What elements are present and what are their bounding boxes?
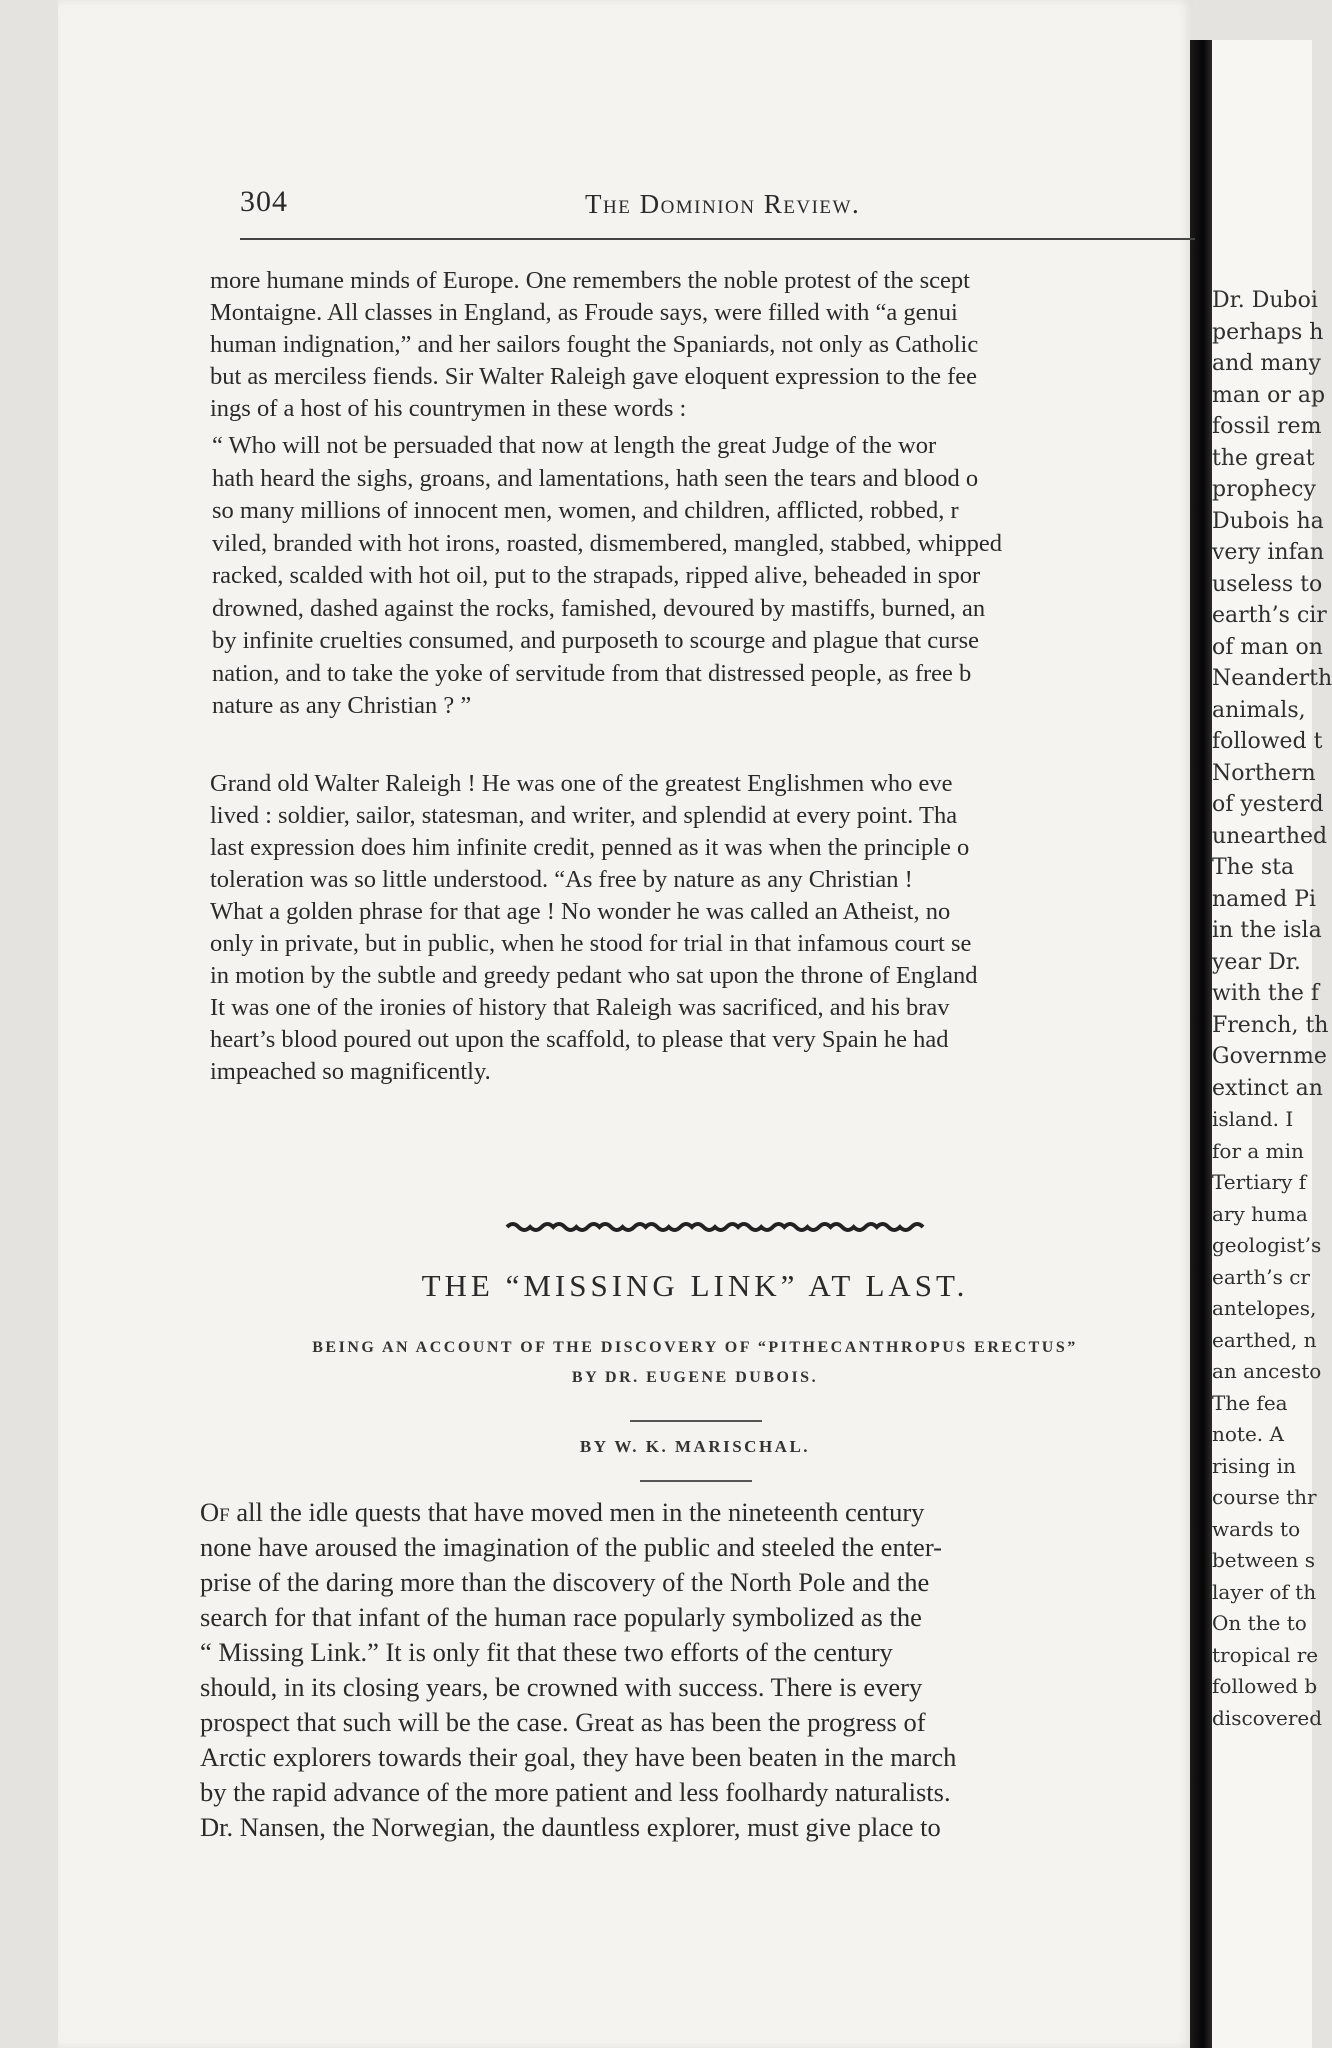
initial-word: Of <box>200 1497 230 1527</box>
quote-line: drowned, dashed against the rocks, famished, devoured by mastiffs, burned, an <box>212 594 986 622</box>
facing-line: Neanderth <box>1212 666 1332 691</box>
facing-line: followed t <box>1212 729 1323 754</box>
text-line: lived : soldier, sailor, statesman, and writer, and splendid at every point. Tha <box>210 802 958 829</box>
facing-line: Governme <box>1212 1044 1327 1069</box>
quote-line: “ Who will not be persuaded that now at length the great Judge of the wor <box>212 432 937 459</box>
wavy-divider <box>505 1215 925 1239</box>
text-line: more humane minds of Europe. One remembers the noble protest of the scept <box>210 267 970 294</box>
header-rule <box>240 238 1195 240</box>
facing-line: perhaps h <box>1212 319 1324 345</box>
facing-line: unearthed <box>1212 823 1328 849</box>
text-line: in motion by the subtle and greedy pedant who sat upon the throne of England <box>210 962 978 989</box>
article-line: search for that infant of the human race popularly symbolized as the <box>200 1602 922 1632</box>
article-line: prise of the daring more than the discovery of the North Pole and the <box>200 1567 930 1597</box>
text-line: It was one of the ironies of history that Raleigh was sacrificed, and his brav <box>210 994 950 1021</box>
prior-article-intro <box>210 265 1195 425</box>
facing-line: French, th <box>1212 1012 1329 1038</box>
article-line: by the rapid advance of the more patient and less foolhardy naturalists. <box>200 1777 951 1807</box>
article-line-text: all the idle quests that have moved men in the nineteenth century <box>229 1497 925 1527</box>
text-line: What a golden phrase for that age ! No wonder he was called an Atheist, no <box>210 898 951 925</box>
facing-line: fossil rem <box>1212 414 1322 439</box>
facing-line: The sta <box>1212 855 1295 880</box>
facing-line: rising in <box>1212 1453 1296 1478</box>
quote-line: by infinite cruelties consumed, and purposeth to scourge and plague that curse <box>212 627 980 654</box>
text-line: human indignation,” and her sailors fought the Spaniards, not only as Catholic <box>210 331 979 358</box>
facing-line: of yesterd <box>1212 792 1324 817</box>
quote-line: viled, branded with hot irons, roasted, dismembered, mangled, stabbed, whipped <box>212 529 1002 557</box>
text-line: Montaigne. All classes in England, as Froude says, were filled with “a genui <box>210 299 958 326</box>
article-line: should, in its closing years, be crowned with success. There is every <box>200 1672 923 1702</box>
facing-line: an ancesto <box>1212 1359 1322 1383</box>
page-number: 304 <box>240 185 288 218</box>
text-line: only in private, but in public, when he stood for trial in that infamous court se <box>210 930 972 957</box>
facing-line: Dr. Duboi <box>1212 288 1318 313</box>
facing-line: wards to <box>1212 1516 1301 1541</box>
short-rule-bottom <box>640 1480 752 1482</box>
facing-line: animals, <box>1212 697 1306 723</box>
facing-line: named Pi <box>1212 886 1317 912</box>
facing-line: and many <box>1212 351 1321 376</box>
facing-line: The fea <box>1212 1390 1288 1415</box>
text-line: impeached so magnificently. <box>210 1058 491 1085</box>
facing-line: man or ap <box>1212 382 1326 408</box>
text-line: Grand old Walter Raleigh ! He was one of the greatest Englishmen who eve <box>210 770 953 797</box>
facing-line: geologist’s <box>1212 1233 1322 1257</box>
facing-line: the great <box>1212 445 1315 471</box>
facing-line: between s <box>1212 1548 1315 1572</box>
raleigh-quote <box>212 430 1197 723</box>
facing-line: in the isla <box>1212 918 1322 943</box>
text-line: toleration was so little understood. “As free by nature as any Christian ! <box>210 866 913 893</box>
article-line: none have aroused the imagination of the public and steeled the enter- <box>200 1532 942 1562</box>
text-line: heart’s blood poured out upon the scaffold, to please that very Spain he had <box>210 1026 949 1053</box>
facing-line: earth’s cir <box>1212 603 1327 628</box>
subtitle-line-1: BEING AN ACCOUNT OF THE DISCOVERY OF “PITHECANTHROPUS ERECTUS” <box>312 1339 1078 1356</box>
facing-line: extinct an <box>1212 1075 1323 1101</box>
subtitle-line-2: BY DR. EUGENE DUBOIS. <box>571 1369 819 1386</box>
text-line: ings of a host of his countrymen in these words : <box>210 395 687 422</box>
article-line: Arctic explorers towards their goal, they have been beaten in the march <box>200 1742 957 1772</box>
facing-line: for a min <box>1212 1138 1304 1163</box>
prior-article-commentary <box>210 768 1195 1088</box>
facing-line: On the to <box>1212 1611 1307 1635</box>
facing-page-text <box>1212 285 1332 1734</box>
article-body <box>200 1495 1195 1845</box>
facing-line: Tertiary f <box>1212 1170 1307 1194</box>
article-title: THE “MISSING LINK” AT LAST. <box>421 1268 969 1303</box>
facing-line: tropical re <box>1212 1642 1319 1667</box>
facing-line: useless to <box>1212 571 1323 597</box>
quote-line: nation, and to take the yoke of servitude from that distressed people, as free b <box>212 659 972 687</box>
journal-title: The Dominion Review. <box>585 189 861 219</box>
facing-line: year Dr. <box>1212 949 1301 975</box>
byline: BY W. K. MARISCHAL. <box>579 1437 811 1456</box>
facing-line: course thr <box>1212 1485 1317 1509</box>
facing-line: earth’s cr <box>1212 1264 1310 1289</box>
facing-line: very infan <box>1212 540 1325 565</box>
facing-line: Northern <box>1212 760 1316 786</box>
facing-line: ary huma <box>1212 1201 1308 1226</box>
quote-line: racked, scalded with hot oil, put to the strapads, ripped alive, beheaded in spor <box>212 562 981 589</box>
quote-line: so many millions of innocent men, women, and children, afflicted, robbed, r <box>212 497 959 524</box>
facing-line: followed b <box>1212 1674 1318 1698</box>
facing-line: with the f <box>1212 981 1320 1006</box>
facing-line: Dubois ha <box>1212 508 1324 534</box>
quote-line: nature as any Christian ? ” <box>212 692 472 719</box>
text-line: last expression does him infinite credit, penned as it was when the principle o <box>210 834 970 861</box>
facing-line: antelopes, <box>1212 1296 1317 1320</box>
article-line: “ Missing Link.” It is only fit that these two efforts of the century <box>200 1637 893 1667</box>
facing-line: earthed, n <box>1212 1327 1317 1352</box>
article-line: Dr. Nansen, the Norwegian, the dauntless explorer, must give place to <box>200 1812 941 1842</box>
facing-page <box>1212 40 1332 2048</box>
article-subtitle <box>195 1333 1195 1393</box>
short-rule-top <box>630 1420 762 1422</box>
facing-line: note. A <box>1212 1422 1284 1446</box>
facing-line: island. I <box>1212 1107 1294 1131</box>
article-line <box>200 1495 1195 1530</box>
facing-line: discovered <box>1212 1705 1323 1730</box>
facing-line: layer of th <box>1212 1579 1317 1604</box>
facing-line: prophecy <box>1212 477 1316 502</box>
article-line: prospect that such will be the case. Great as has been the progress of <box>200 1707 926 1737</box>
quote-line: hath heard the sighs, groans, and lamentations, hath seen the tears and blood o <box>212 464 979 492</box>
running-head <box>240 185 1200 225</box>
text-line: but as merciless fiends. Sir Walter Raleigh gave eloquent expression to the fee <box>210 363 978 390</box>
facing-line: of man on <box>1212 634 1323 660</box>
